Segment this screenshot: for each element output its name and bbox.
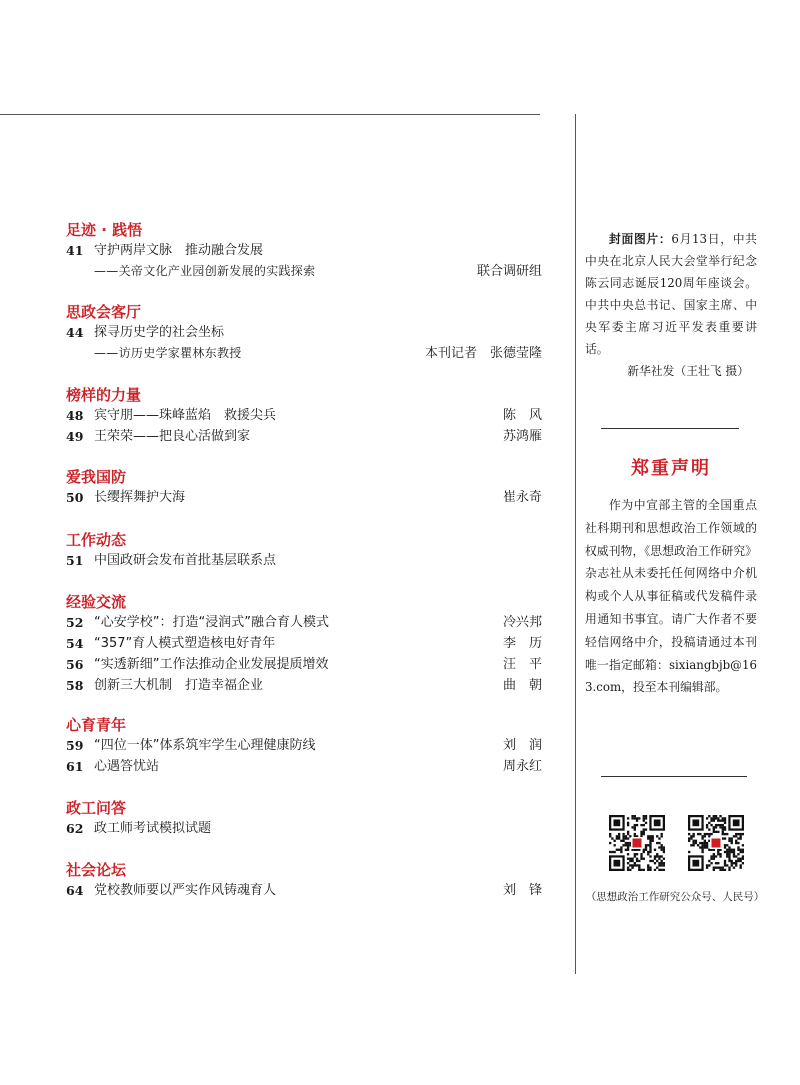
entry-author: 汪 平 [502,657,542,672]
entry-title: “实透新细”工作法推动企业发展提质增效 [94,657,329,672]
page-number: 51 [66,553,84,568]
entry-title: 心遇答忧站 [94,759,160,774]
page-number: 49 [66,429,84,444]
toc-entry[interactable] [66,405,542,426]
toc-entry[interactable] [66,735,542,756]
section-title: 经验交流 [66,593,127,611]
entry-author: 崔永奇 [502,490,542,505]
page-number: 56 [66,657,84,672]
toc-entry[interactable] [66,426,542,447]
page-number: 64 [66,883,84,898]
page-number: 50 [66,490,84,505]
entry-author: 冷兴邦 [502,615,542,630]
page-number: 59 [66,738,84,753]
page-number: 62 [66,821,84,836]
toc-entry[interactable] [66,612,542,633]
page-number: 61 [66,759,84,774]
toc-subtitle-row [66,343,542,364]
toc-section [66,467,542,508]
qr-code-renminhao[interactable] [688,815,744,871]
toc-section [66,220,542,282]
entry-author: 苏鸿雁 [502,429,542,444]
toc-entry[interactable] [66,633,542,654]
notice-title: 郑重声明 [631,458,711,479]
entry-author: 联合调研组 [476,264,542,279]
toc-entry[interactable] [66,880,542,901]
toc-entry[interactable] [66,756,542,777]
toc-section [66,302,542,364]
entry-author: 曲 朝 [502,678,542,693]
entry-author: 刘 润 [502,738,542,753]
column-divider [575,114,576,974]
toc-subtitle-row [66,261,542,282]
cover-note-text: 6月13日，中共中央在北京人民大会堂举行纪念陈云同志诞辰120周年座谈会。中共中央总书记、国家主席、中央军委主席习近平发表重要讲话。 [585,232,757,356]
cover-credit: 新华社发（王壮飞 摄） [627,364,749,378]
entry-title: 创新三大机制 打造幸福企业 [94,678,264,693]
toc-section [66,592,542,696]
cover-note-lead: 封面图片： [609,232,672,246]
toc-section [66,385,542,447]
qr-code-wechat[interactable] [609,815,665,871]
section-title: 榜样的力量 [66,386,142,404]
toc-entry[interactable] [66,322,542,343]
entry-title: 政工师考试模拟试题 [94,821,212,836]
entry-title: 宾守朋——珠峰蓝焰 救援尖兵 [94,408,277,423]
entry-title: 党校教师要以严实作风铸魂育人 [94,883,277,898]
page-number: 44 [66,325,84,340]
entry-author: 周永红 [502,759,542,774]
section-title: 政工问答 [66,799,127,817]
toc-section [66,715,542,777]
top-rule [0,114,540,115]
page-number: 58 [66,678,84,693]
entry-author: 本刊记者 张德莹隆 [424,346,542,361]
entry-subtitle: ——关帝文化产业园创新发展的实践探索 [94,264,316,278]
toc-entry[interactable] [66,240,542,261]
entry-title: “四位一体”体系筑牢学生心理健康防线 [94,738,316,753]
section-title: 工作动态 [66,531,127,549]
toc-entry[interactable] [66,550,542,571]
toc-entry[interactable] [66,675,542,696]
qr-caption: （思想政治工作研究公众号、人民号） [585,891,765,903]
notice-body: 作为中宣部主管的全国重点社科期刊和思想政治工作领域的权威刊物，《思想政治工作研究》杂志社从未委托任何网络中介机构或个人从事征稿或代发稿件录用通知书事宜。请广大作者不要轻信网络中介，投稿请通过本刊唯一指定邮箱：sixiangbjb@163.com，投至本刊编辑部。 [585,498,757,695]
entry-title: 守护两岸文脉 推动融合发展 [94,243,264,258]
entry-title: 探寻历史学的社会坐标 [94,325,225,340]
section-title: 爱我国防 [66,468,127,486]
entry-title: 中国政研会发布首批基层联系点 [94,553,277,568]
divider-lower [601,776,747,777]
section-title: 心育青年 [66,716,127,734]
section-title: 社会论坛 [66,861,127,879]
entry-title: 长缨挥舞护大海 [94,490,186,505]
entry-author: 陈 风 [502,408,542,423]
toc-section [66,798,542,839]
page-number: 54 [66,636,84,651]
section-title: 足迹 · 践悟 [66,221,143,239]
toc-entry[interactable] [66,487,542,508]
cover-note [585,228,757,382]
entry-author: 李 历 [502,636,542,651]
page-number: 48 [66,408,84,423]
entry-author: 刘 锋 [502,883,542,898]
entry-subtitle: ——访历史学家瞿林东教授 [94,346,242,360]
toc-section [66,860,542,901]
entry-title: “心安学校”：打造“浸润式”融合育人模式 [94,615,329,630]
toc-entry[interactable] [66,654,542,675]
divider-upper [601,428,739,429]
entry-title: “357”育人模式塑造核电好青年 [94,636,276,651]
section-title: 思政会客厅 [66,303,142,321]
page-number: 41 [66,243,84,258]
entry-title: 王荣荣——把良心活做到家 [94,429,251,444]
page-number: 52 [66,615,84,630]
toc-entry[interactable] [66,818,542,839]
toc-section [66,530,542,571]
